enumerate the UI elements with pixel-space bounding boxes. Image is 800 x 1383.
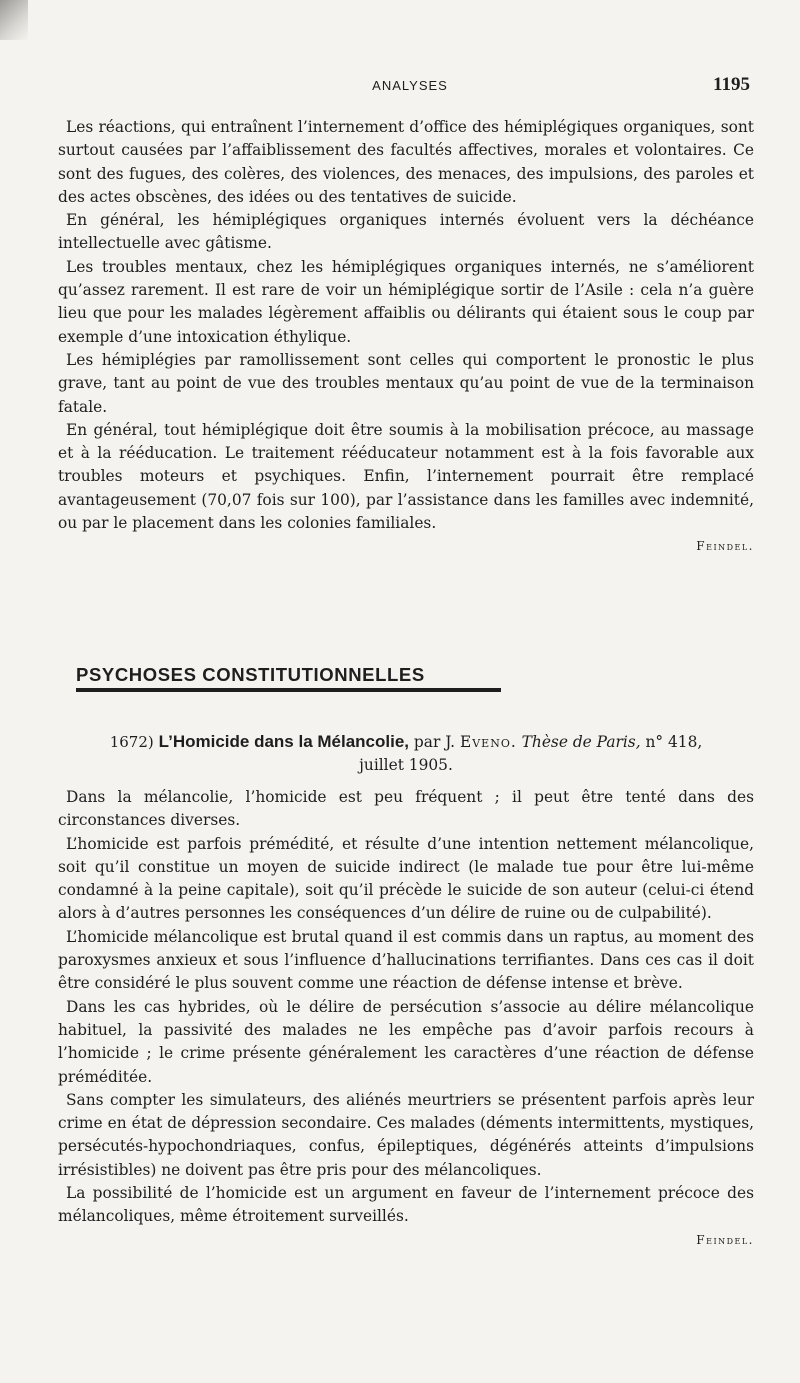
paragraph: L’homicide est parfois prémédité, et résulte d’une intention nettement mélancolique, soit qu’il constitue un moyen de suicide indirect (le malade tue pour être lui-même condamné à la peine capitale), soit qu’il précède le suicide de son auteur (celui-ci étend alors à d’autres personnes les conséquences d’un délire de ruine ou de culpabilité). [58,834,754,923]
entry-number: 1672) [109,733,154,751]
paragraph: Dans la mélancolie, l’homicide est peu fréquent ; il peut être tenté dans des circonstances diverses. [58,788,754,830]
paragraph: L’homicide mélancolique est brutal quand il est commis dans un raptus, au moment des paroxysmes anxieux et sous l’influence d’hallucinations terrifiantes. Dans ces cas il doit être considéré le plus souvent comme une réaction de défense intense et brève. [58,927,754,993]
entry-body [58,786,754,1252]
paragraph: Sans compter les simulateurs, des aliénés meurtriers se présentent parfois après leur crime en état de dépression secondaire. Ces malades (déments intermittents, mystiques, persécutés-hypochondriaques, confus, épileptiques, dégénérés atteints d’impulsions irrésistibles) ne doivent pas être pris pour des mélancoliques. [58,1090,754,1179]
paragraph: La possibilité de l’homicide est un argument en faveur de l’internement précoce des mélancoliques, même étroitement surveillés. [58,1184,754,1226]
scan-edge-shadow [0,0,28,40]
section-heading: PSYCHOSES CONSTITUTIONNELLES [76,664,501,692]
reviewer-signature: Feindel. [696,1232,754,1247]
entry-date: juillet 1905. [359,756,453,774]
entry-thesis: Thèse de Paris, [521,733,641,751]
paragraph: Les troubles mentaux, chez les hémiplégiques organiques internés, ne s’améliorent qu’assez rarement. Il est rare de voir un hémiplégique sortir de l’Asile : cela n’a guère lieu que pour les malades légèrement affaiblis ou délirants qui étaient sous le coup par exemple d’une intoxication éthylique. [58,257,754,346]
page-number: 1195 [713,74,750,95]
paragraph: En général, tout hémiplégique doit être soumis à la mobilisation précoce, au massage et à la rééducation. Le traitement rééducateur notamment est à la fois favorable aux troubles moteurs et psychiques. Enfin, l’internement pourrait être remplacé avantageusement (70,07 fois sur 100), par l’assistance dans les familles avec indemnité, ou par le placement dans les colonies familiales. [58,420,754,533]
entry-title: L’Homicide dans la Mélancolie, [158,732,410,751]
paragraph: Les réactions, qui entraînent l’internement d’office des hémiplégiques organiques, sont surtout causées par l’affaiblissement des facultés affectives, morales et volontaires. Ce sont des fugues, des colères, des violences, des menaces, des impulsions, des paroles et des actes obscènes, des idées ou des tentatives de suicide. [58,118,754,206]
previous-article-body [58,116,754,559]
entry-by: par J. [413,733,456,751]
entry-author: Eveno. [459,733,517,751]
paragraph: Les hémiplégies par ramollissement sont celles qui comportent le pronostic le plus grave, tant au point de vue des troubles mentaux qu’au point de vue de la terminaison fatale. [58,350,754,416]
paragraph: En général, les hémiplégiques organiques internés évoluent vers la déchéance intellectuelle avec gâtisme. [58,211,754,253]
entry-thesis-number: n° 418, [645,733,703,751]
running-title: ANALYSES [372,78,448,93]
entry-heading [58,730,754,777]
paragraph: Dans les cas hybrides, où le délire de persécution s’associe au délire mélancolique habituel, la passivité des malades ne les empêche pas d’avoir parfois recours à l’homicide ; le crime présente généralement les caractères d’une réaction de défense préméditée. [58,997,754,1086]
running-head [60,74,760,100]
reviewer-signature: Feindel. [696,539,754,554]
